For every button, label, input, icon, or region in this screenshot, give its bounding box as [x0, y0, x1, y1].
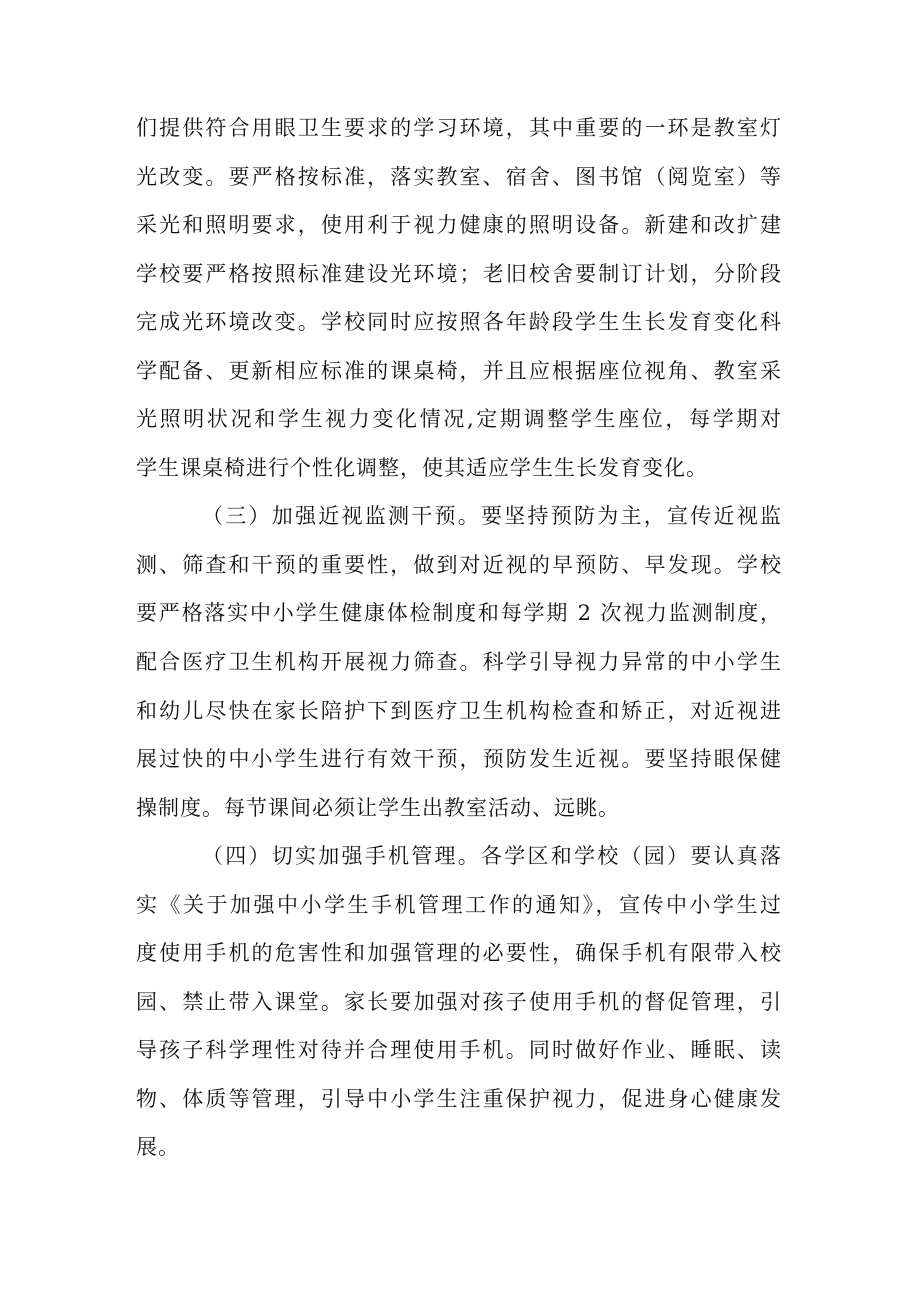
text-line: 园、禁止带入课堂。家长要加强对孩子使用手机的督促管理，引: [136, 989, 782, 1014]
text-line: 光改变。要严格按标准，落实教室、宿舍、图书馆（阅览室）等: [136, 164, 782, 189]
text-line: 光照明状况和学生视力变化情况,定期调整学生座位，每学期对: [136, 407, 782, 432]
text-line: 学配备、更新相应标准的课桌椅，并且应根据座位视角、教室采: [136, 358, 782, 383]
text-line: 展。: [136, 1135, 180, 1160]
text-line: 采光和照明要求，使用利于视力健康的照明设备。新建和改扩建: [136, 213, 782, 238]
text-line: 展过快的中小学生进行有效干预，预防发生近视。要坚持眼保健: [136, 747, 782, 772]
text-line: 测、筛查和干预的重要性，做到对近视的早预防、早发现。学校: [136, 552, 782, 577]
paragraph-section-3-myopia-monitoring: [136, 492, 782, 832]
text-line: 完成光环境改变。学校同时应按照各年龄段学生生长发育变化科: [136, 310, 782, 335]
text-line: 实《关于加强中小学生手机管理工作的通知》，宣传中小学生过: [136, 892, 782, 917]
text-line: 学校要严格按照标准建设光环境；老旧校舍要制订计划，分阶段: [136, 261, 782, 286]
document-page: [136, 104, 782, 1172]
paragraph-section-4-phone-management: [136, 832, 782, 1172]
text-line: 们提供符合用眼卫生要求的学习环境，其中重要的一环是教室灯: [136, 116, 782, 140]
text-line: 度使用手机的危害性和加强管理的必要性，确保手机有限带入校: [136, 941, 782, 966]
section-heading-line: （四）切实加强手机管理。各学区和学校（园）要认真落: [202, 844, 782, 869]
text-line: 要严格落实中小学生健康体检制度和每学期 2 次视力监测制度，: [136, 601, 782, 626]
text-line: 导孩子科学理性对待并合理使用手机。同时做好作业、睡眠、读: [136, 1038, 782, 1063]
text-line: 物、体质等管理，引导中小学生注重保护视力，促进身心健康发: [136, 1086, 782, 1111]
text-line: 和幼儿尽快在家长陪护下到医疗卫生机构检查和矫正，对近视进: [136, 698, 782, 723]
text-line: 学生课桌椅进行个性化调整，使其适应学生生长发育变化。: [136, 455, 708, 480]
paragraph-continuation: [136, 104, 782, 492]
text-line: 配合医疗卫生机构开展视力筛查。科学引导视力异常的中小学生: [136, 650, 782, 675]
section-heading-line: （三）加强近视监测干预。要坚持预防为主，宣传近视监: [202, 504, 782, 529]
text-line: 操制度。每节课间必须让学生出教室活动、远眺。: [136, 795, 620, 820]
